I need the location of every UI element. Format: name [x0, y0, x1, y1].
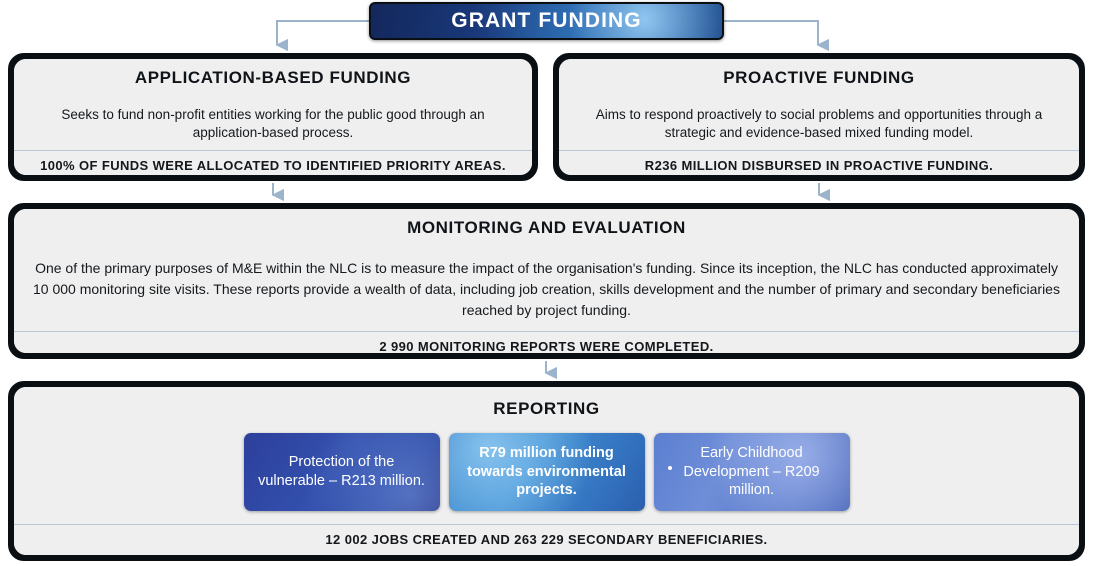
reporting-card-protection[interactable]: Protection of the vulnerable – R213 million.	[244, 433, 440, 511]
panel-monitoring-and-evaluation	[8, 203, 1085, 359]
reporting-card-early-childhood[interactable]	[654, 433, 850, 511]
panel-reporting-title: REPORTING	[14, 387, 1079, 427]
panel-application-body: Seeks to fund non-profit entities working for the public good through an application-based process.	[14, 96, 532, 150]
panel-monitoring-body: One of the primary purposes of M&E within the NLC is to measure the impact of the organisation's funding. Since its inception, the NLC has conducted approximately 10 000 monitoring site visits. These reports provide a wealth of data, including job creation, skills development and the number of primary and secondary beneficiaries reached by project funding.	[14, 246, 1079, 331]
reporting-cards	[14, 427, 1079, 524]
panel-monitoring-title: MONITORING AND EVALUATION	[14, 209, 1079, 246]
panel-reporting	[8, 381, 1085, 561]
panel-proactive-title: PROACTIVE FUNDING	[559, 59, 1079, 96]
panel-application-footer: 100% OF FUNDS WERE ALLOCATED TO IDENTIFIED PRIORITY AREAS.	[14, 150, 532, 175]
panel-application-title: APPLICATION-BASED FUNDING	[14, 59, 532, 96]
reporting-card-early-childhood-label: Early Childhood Development – R209 million.	[683, 444, 820, 499]
grant-funding-label: GRANT FUNDING	[451, 9, 642, 32]
panel-application-based-funding	[8, 53, 538, 181]
panel-reporting-footer: 12 002 JOBS CREATED AND 263 229 SECONDARY BENEFICIARIES.	[14, 524, 1079, 555]
panel-monitoring-footer: 2 990 MONITORING REPORTS WERE COMPLETED.	[14, 331, 1079, 353]
panel-proactive-footer: R236 MILLION DISBURSED IN PROACTIVE FUNDING.	[559, 150, 1079, 175]
bullet-icon	[668, 466, 672, 470]
panel-proactive-body: Aims to respond proactively to social problems and opportunities through a strategic and evidence-based mixed funding model.	[559, 96, 1079, 150]
panel-proactive-funding	[553, 53, 1085, 181]
reporting-card-environmental[interactable]: R79 million funding towards environmental projects.	[449, 433, 645, 511]
grant-funding-banner	[369, 2, 724, 40]
